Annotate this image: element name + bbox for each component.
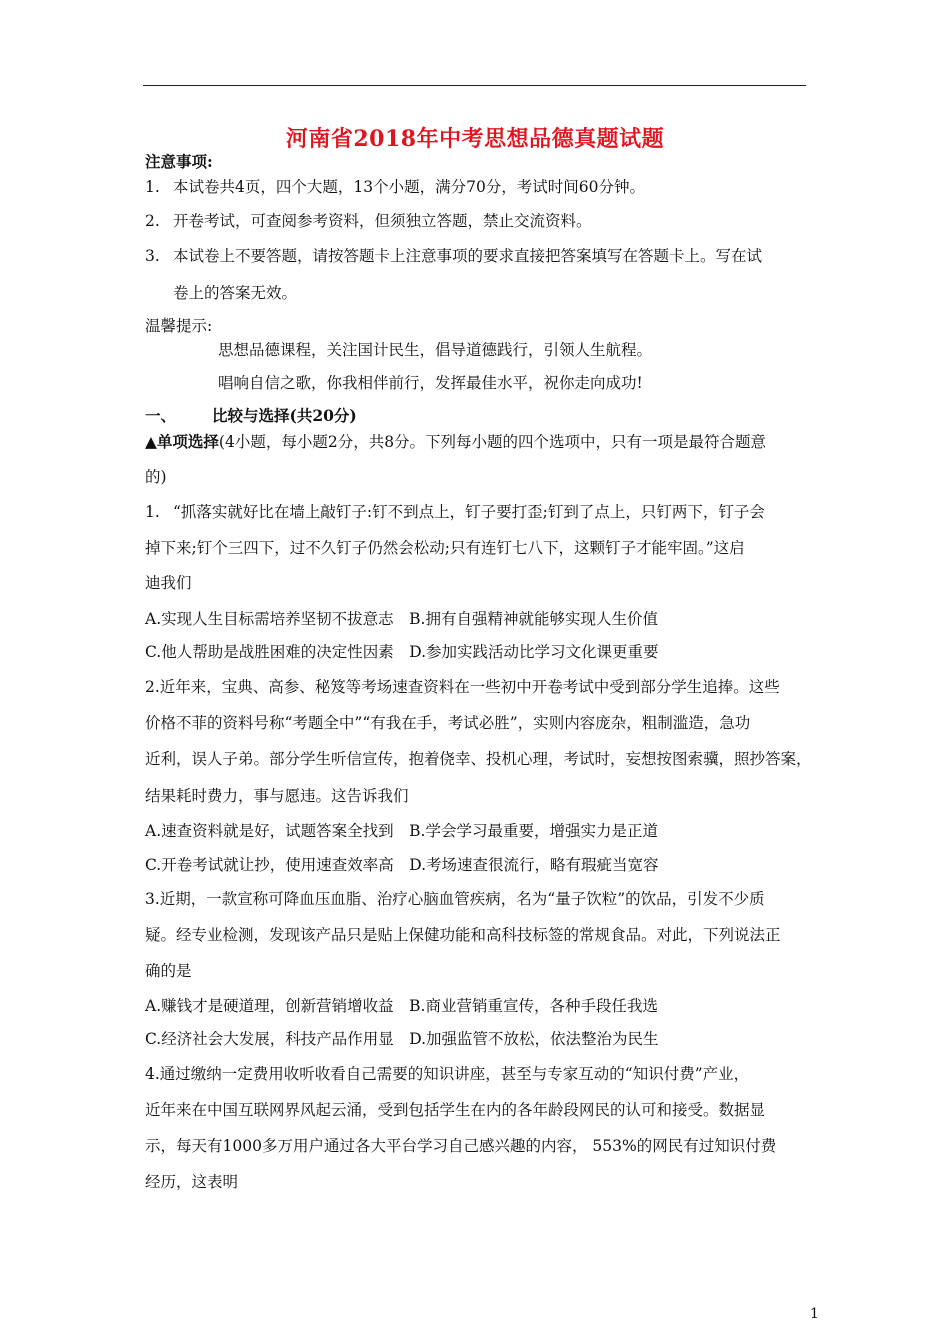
question-text: 疑。经专业检测，发现该产品只是贴上保健功能和高科技标签的常规食品。对此，下列说法正 [145, 926, 781, 944]
notice-num: 1. [145, 178, 160, 196]
notice-item: 3. 本试卷上不要答题，请按答题卡上注意事项的要求直接把答案填写在答题卡上。写在试 [145, 247, 763, 265]
page-title: 河南省2018年中考思想品德真题试题 [285, 126, 665, 152]
question-text: 掉下来;钉个三四下，过不久钉子仍然会松动;只有连钉七八下，这颗钉子才能牢固。”这启 [145, 539, 745, 557]
question-text: 近年来在中国互联网界风起云涌，受到包括学生在内的各年龄段网民的认可和接受。数据显 [145, 1101, 766, 1119]
question-text: 3.近期，一款宣称可降血压血脂、治疗心脑血管疾病，名为“量子饮粒”的饮品，引发不少质 [145, 890, 765, 908]
notice-heading: 注意事项: [145, 152, 213, 171]
notice-item: 1. 本试卷共4页，四个大题，13个小题，满分70分，考试时间60分钟。 [145, 178, 646, 196]
question-text: 近利，误人子弟。部分学生听信宣传，抱着侥幸、投机心理，考试时，妄想按图索骥，照抄答案， [145, 750, 812, 768]
question-text: 经历，这表明 [145, 1173, 239, 1191]
question-text: 4.通过缴纳一定费用收听收看自己需要的知识讲座，甚至与专家互动的“知识付费”产业， [145, 1065, 750, 1083]
option-row: C.他人帮助是战胜困难的决定性因素 D.参加实践活动比学习文化课更重要 [145, 643, 659, 661]
question-text: 示，每天有1000多万用户通过各大平台学习自己感兴趣的内容， 553%的网民有过知识付费 [145, 1137, 777, 1155]
section-heading: 一、 比较与选择(共20分) [145, 406, 357, 425]
question-text: 2.近年来，宝典、高参、秘笈等考场速查资料在一些初中开卷考试中受到部分学生追捧。这些 [145, 678, 780, 696]
question-text: 确的是 [145, 962, 192, 980]
question-text: 价格不菲的资料号称“考题全中”“有我在手，考试必胜”，实则内容庞杂，粗制滥造，急功 [145, 714, 751, 732]
tips-line: 唱响自信之歌，你我相伴前行，发挥最佳水平，祝你走向成功! [218, 374, 643, 392]
option-row: C.经济社会大发展，科技产品作用显 D.加强监管不放松，依法整治为民生 [145, 1030, 659, 1048]
notice-num: 3. [145, 247, 160, 265]
question-text: 结果耗时费力，事与愿违。这告诉我们 [145, 787, 409, 805]
question-text: 迪我们 [145, 574, 192, 592]
notice-num: 2. [145, 212, 160, 230]
top-rule [143, 85, 806, 86]
option-row: A.赚钱才是硬道理，创新营销增收益 B.商业营销重宣传，各种手段任我选 [145, 997, 658, 1015]
question-text: 1. “抓落实就好比在墙上敲钉子:钉不到点上，钉子要打歪;钉到了点上，只钉两下，钉子会 [145, 503, 765, 521]
option-row: A.速查资料就是好，试题答案全找到 B.学会学习最重要，增强实力是正道 [145, 822, 658, 840]
single-choice-intro: ▲单项选择(4小题，每小题2分，共8分。下列每小题的四个选项中，只有一项是最符合题意 [145, 432, 767, 451]
page-number: 1 [810, 1306, 819, 1322]
option-row: A.实现人生目标需培养坚韧不拔意志 B.拥有自强精神就能够实现人生价值 [145, 610, 658, 628]
tips-heading: 温馨提示: [145, 317, 213, 335]
single-choice-intro-cont: 的) [145, 468, 167, 486]
notice-item: 2. 开卷考试，可查阅参考资料，但须独立答题，禁止交流资料。 [145, 212, 592, 230]
notice-item-continued: 卷上的答案无效。 [173, 284, 298, 302]
tips-line: 思想品德课程，关注国计民生，倡导道德践行，引领人生航程。 [218, 341, 653, 359]
option-row: C.开卷考试就让抄，使用速查效率高 D.考场速查很流行，略有瑕疵当宽容 [145, 856, 659, 874]
